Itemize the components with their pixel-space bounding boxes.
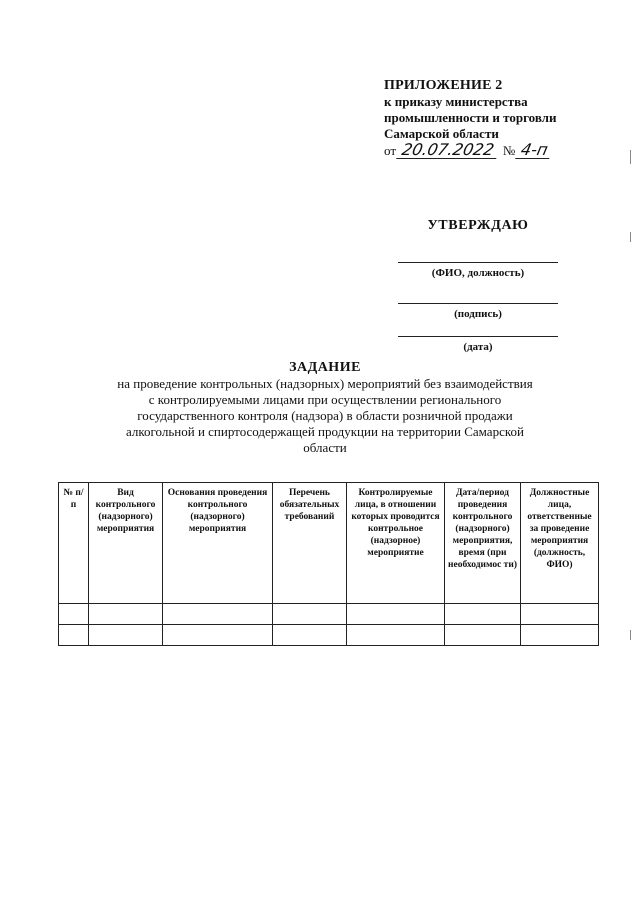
table-row [59, 625, 599, 646]
caption-signature: (подпись) [454, 308, 502, 320]
table-cell [273, 604, 347, 625]
table-cell [521, 625, 599, 646]
task-table [58, 482, 599, 646]
header-number: № п/п [59, 483, 89, 604]
table-cell [521, 604, 599, 625]
table-cell [163, 625, 273, 646]
task-block [60, 360, 590, 456]
handwritten-date: 20.07.2022 [396, 142, 499, 159]
order-date-number-line [384, 142, 624, 159]
table-cell [347, 604, 445, 625]
task-line-1: на проведение контрольных (надзорных) мероприятий без взаимодействия [117, 376, 533, 391]
task-line-2: с контролируемыми лицами при осуществлении регионального [148, 392, 502, 407]
appendix-line-3: Самарской области [384, 126, 499, 141]
task-line-5: области [303, 440, 347, 455]
caption-date: (дата) [463, 341, 493, 353]
table-cell [445, 604, 521, 625]
number-label: № [502, 143, 516, 158]
signature-line [398, 303, 558, 304]
appendix-line-1: к приказу министерства [384, 94, 528, 109]
from-label: от [384, 143, 397, 158]
table-cell [273, 625, 347, 646]
handwritten-number: 4-п [515, 142, 553, 159]
table-row [59, 604, 599, 625]
scan-mark [630, 150, 631, 164]
header-type: Вид контрольного (надзорного) мероприятия [89, 483, 163, 604]
caption-name: (ФИО, должность) [431, 267, 525, 279]
name-line [398, 262, 558, 263]
header-grounds: Основания проведения контрольного (надзорного) мероприятия [163, 483, 273, 604]
table-cell [347, 625, 445, 646]
task-line-4: алкогольной и спиртосодержащей продукции на территории Самарской [126, 424, 524, 439]
approve-title: УТВЕРЖДАЮ [427, 218, 529, 233]
header-officials: Должностные лица, ответственные за проведение мероприятия (должность, ФИО) [521, 483, 599, 604]
appendix-title: ПРИЛОЖЕНИЕ 2 [384, 78, 503, 93]
scan-mark [630, 232, 631, 242]
task-title: ЗАДАНИЕ [289, 360, 361, 375]
table-cell [445, 625, 521, 646]
table-cell [89, 625, 163, 646]
approval-block [388, 218, 568, 369]
task-line-3: государственного контроля (надзора) в области розничной продажи [137, 408, 513, 423]
table-cell [163, 604, 273, 625]
date-line [398, 336, 558, 337]
table-cell [59, 604, 89, 625]
table-cell [59, 625, 89, 646]
table-cell [89, 604, 163, 625]
header-requirements: Перечень обязательных требований [273, 483, 347, 604]
appendix-block [384, 78, 624, 159]
scan-mark [630, 630, 631, 640]
table-header-row [59, 483, 599, 604]
header-controlled-persons: Контролируемые лица, в отношении которых проводится контрольное (надзорное) мероприятие [347, 483, 445, 604]
header-date-period: Дата/период проведения контрольного (надзорного) мероприятия, время (при необходимос ти) [445, 483, 521, 604]
appendix-line-2: промышленности и торговли [384, 110, 557, 125]
